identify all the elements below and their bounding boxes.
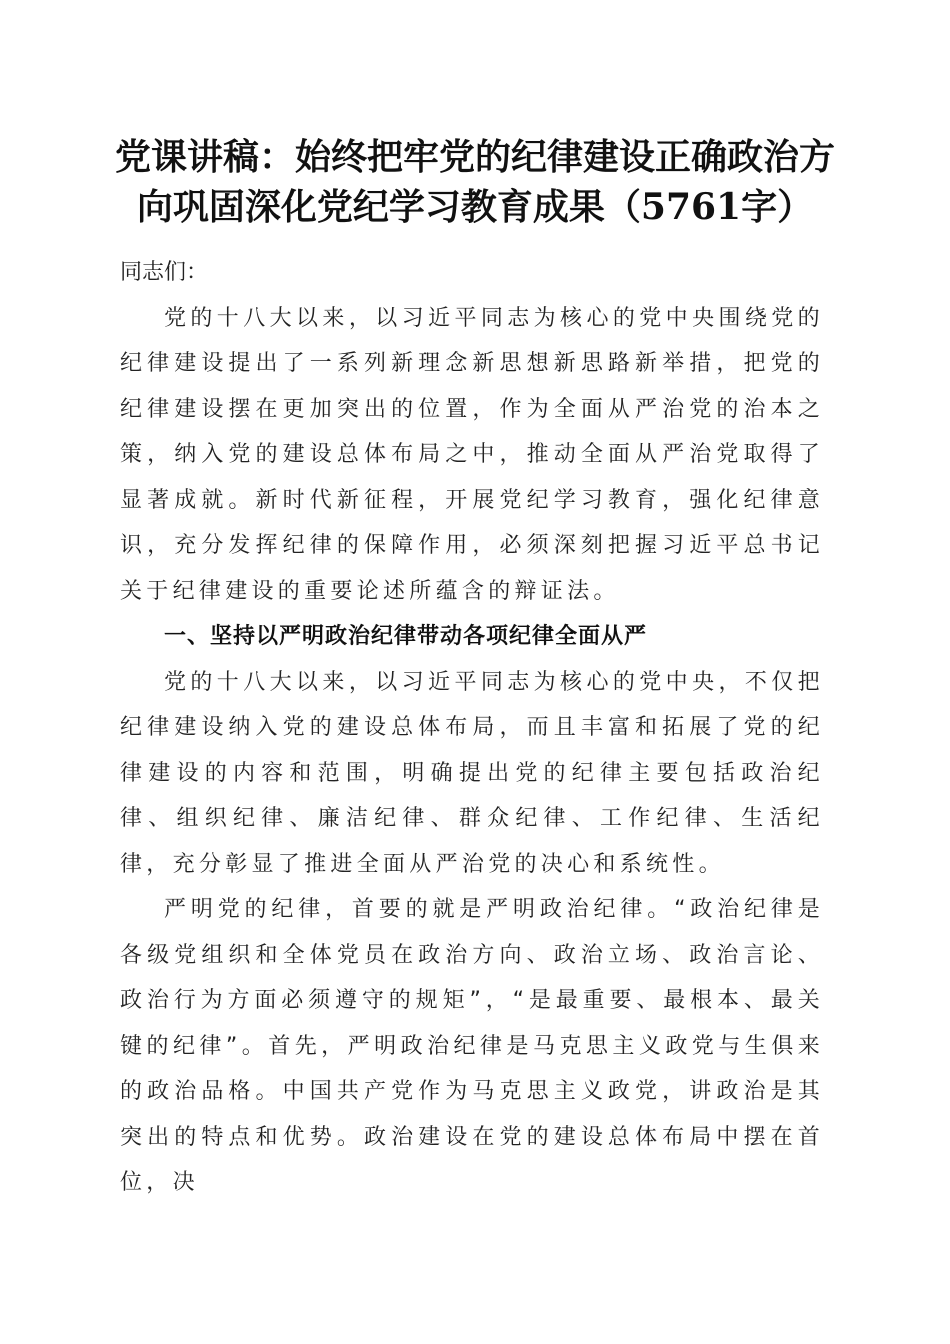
- document-title: [110, 132, 840, 232]
- greeting: 同志们：: [120, 260, 209, 285]
- paragraph-section-1-a: 党的十八大以来，以习近平同志为核心的党中央，不仅把纪律建设纳入党的建设总体布局，而且丰富和拓展了党的纪律建设的内容和范围，明确提出党的纪律主要包括政治纪律、组织纪律、廉洁纪律、群众纪律、工作纪律、生活纪律，充分彰显了推进全面从严治党的决心和系统性。: [120, 669, 824, 877]
- title-line-1: 党课讲稿：始终把牢党的纪律建设正确政治方: [114, 136, 835, 178]
- paragraph-section-1-b: 严明党的纪律，首要的就是严明政治纪律。“政治纪律是各级党组织和全体党员在政治方向、政治立场、政治言论、政治行为方面必须遵守的规矩”，“是最重要、最根本、最关键的纪律”。首先，严明政治纪律是马克思主义政党与生俱来的政治品格。中国共产党作为马克思主义政党，讲政治是其突出的特点和优势。政治建设在党的建设总体布局中摆在首位，决: [120, 897, 824, 1195]
- paragraph-intro: 党的十八大以来，以习近平同志为核心的党中央围绕党的纪律建设提出了一系列新理念新思想新思路新举措，把党的纪律建设摆在更加突出的位置，作为全面从严治党的治本之策，纳入党的建设总体布局之中，推动全面从严治党取得了显著成就。新时代新征程，开展党纪学习教育，强化纪律意识，充分发挥纪律的保障作用，必须深刻把握习近平总书记关于纪律建设的重要论述所蕴含的辩证法。: [120, 305, 824, 604]
- title-line-2: 向巩固深化党纪学习教育成果（5761字）: [136, 186, 814, 228]
- document-body: [120, 250, 824, 1206]
- section-heading-1: 一、坚持以严明政治纪律带动各项纪律全面从严: [164, 624, 648, 649]
